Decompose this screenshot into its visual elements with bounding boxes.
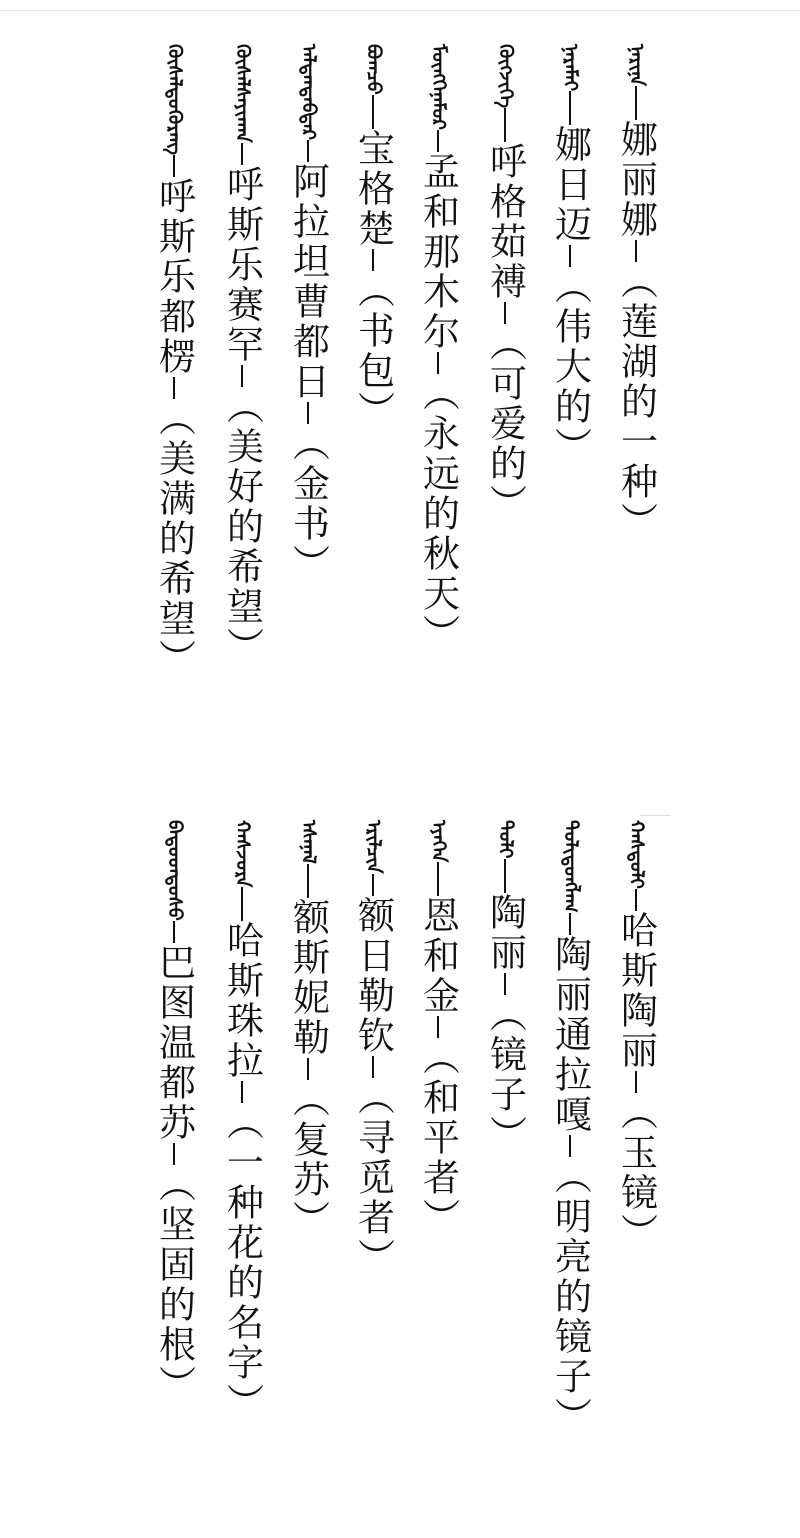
name-entry [414, 44, 462, 654]
mongolian-script: ᠨᠠᠷᠠᠮᠠᠢ [559, 44, 582, 92]
dash-line [307, 140, 309, 162]
mongolian-script: ᠪᠣᠭᠴᠣ [362, 44, 385, 95]
dash-line [372, 95, 374, 129]
dash-line [569, 245, 571, 267]
dash-line [504, 302, 506, 324]
chinese-name: 呼格茹禣 [483, 142, 527, 303]
mongolian-script: ᠪᠠᠲᠤᠦᠨᠳᠦᠰᠦ [163, 820, 186, 921]
name-entry [612, 44, 660, 542]
mongolian-script: ᠬᠠᠰᠲᠣᠯᠢ [625, 820, 648, 889]
mongolian-script: ᠡᠶᠡᠬᠡᠨ [427, 820, 450, 863]
dash-line [241, 887, 243, 921]
mongolian-script: ᠲᠣᠯᠢᠲᠣᠩᠯᠠᠭ [559, 820, 582, 913]
name-entry [481, 820, 529, 1155]
dash-line [569, 1135, 571, 1157]
dash-line [437, 1016, 439, 1038]
name-entry [546, 820, 594, 1437]
dash-line [173, 377, 175, 399]
chinese-name: 呼斯乐赛罕 [220, 164, 264, 365]
chinese-name: 娜丽娜 [614, 119, 658, 240]
mongolian-script: ᠮᠥᠩᠬᠡᠨᠠᠮᠤᠷ [427, 44, 450, 130]
name-entry [150, 820, 198, 1405]
chinese-name: 宝格楚 [351, 128, 395, 249]
dash-line [569, 91, 571, 125]
mongolian-script: ᠨᠠᠷᠢᠨᠠ [625, 44, 648, 86]
chinese-name: 哈斯陶丽 [614, 910, 658, 1071]
mongolian-script: ᠬᠥᠭᠵᠢᠭᠡ [494, 44, 517, 109]
dash-line [504, 859, 506, 893]
name-meaning: （莲湖的一种） [614, 261, 658, 542]
name-meaning: （一种花的名字） [220, 1103, 264, 1424]
dash-line [569, 913, 571, 935]
dash-line [307, 1058, 309, 1080]
mongolian-script: ᠡᠷᠢᠯᠴᠢᠨ [362, 820, 385, 874]
dash-line [504, 973, 506, 995]
dash-line [307, 864, 309, 898]
name-meaning: （坚固的根） [152, 1164, 196, 1405]
dash-line [635, 86, 637, 120]
mongolian-script: ᠠᠯᠲᠠᠨᠳᠡᠪᠲᠡᠷ [297, 44, 320, 141]
name-meaning: （寻觅者） [351, 1077, 395, 1278]
dash-line [241, 143, 243, 165]
name-meaning: （玉镜） [614, 1092, 658, 1253]
dash-line [173, 921, 175, 943]
mongolian-script: ᠬᠦᠰᠡᠯᠰᠠᠶᠢᠬᠠᠨ [231, 44, 254, 143]
chinese-name: 陶丽 [483, 892, 527, 973]
name-entry [218, 44, 266, 667]
dash-line [307, 402, 309, 424]
dash-line [635, 889, 637, 911]
name-meaning: （书包） [351, 270, 395, 431]
dash-line [372, 1056, 374, 1078]
dash-line [173, 155, 175, 177]
name-entry [150, 44, 198, 679]
chinese-name: 孟和那木尔 [416, 152, 460, 352]
name-meaning: （金书） [286, 424, 330, 585]
dash-line [241, 365, 243, 387]
name-meaning: （永远的秋天） [416, 374, 460, 654]
name-meaning: （伟大的） [548, 267, 592, 468]
name-meaning: （镜子） [483, 994, 527, 1155]
dash-line [437, 352, 439, 374]
name-entry [612, 820, 660, 1253]
dash-line [437, 130, 439, 152]
name-entry [481, 44, 529, 524]
chinese-name: 恩和金 [416, 896, 460, 1017]
name-meaning: （明亮的镜子） [548, 1156, 592, 1437]
mongolian-script: ᠲᠣᠯᠢ [494, 820, 517, 859]
dash-line [173, 1143, 175, 1165]
corner-mark [640, 815, 670, 816]
mongolian-script: ᠬᠦᠰᠡᠯᠳᠦᠭᠦᠷᠡᠩ [163, 44, 186, 155]
name-entry [218, 820, 266, 1423]
dash-line [504, 108, 506, 142]
chinese-name: 巴图温都苏 [152, 942, 196, 1143]
chinese-name: 陶丽通拉嘎 [548, 934, 592, 1135]
chinese-name: 额日勒钦 [351, 895, 395, 1056]
mongolian-script: ᠬᠠᠰᠵᠤᠷᠠ [231, 820, 254, 888]
top-border-line [0, 10, 800, 11]
name-meaning: （复苏） [286, 1079, 330, 1240]
name-entry [349, 44, 397, 431]
name-meaning: （美满的希望） [152, 398, 196, 679]
name-entry [284, 44, 332, 584]
dash-line [241, 1081, 243, 1103]
chinese-name: 娜日迈 [548, 125, 592, 246]
name-meaning: （美好的希望） [220, 386, 264, 667]
name-meaning: （可爱的） [483, 324, 527, 525]
name-entry [414, 820, 462, 1238]
name-entry [546, 44, 594, 467]
dash-line [437, 862, 439, 896]
chinese-name: 额斯妮勒 [286, 897, 330, 1058]
chinese-name: 阿拉坦曹都日 [286, 162, 330, 403]
name-entry [284, 820, 332, 1240]
name-meaning: （和平者） [416, 1038, 460, 1239]
dash-line [635, 1071, 637, 1093]
mongolian-script: ᠡᠰᠡᠨᠡᠯ [297, 820, 320, 864]
chinese-name: 呼斯乐都楞 [152, 176, 196, 377]
name-entry [349, 820, 397, 1278]
dash-line [372, 249, 374, 271]
dash-line [372, 874, 374, 896]
dash-line [635, 240, 637, 262]
chinese-name: 哈斯珠拉 [220, 921, 264, 1082]
